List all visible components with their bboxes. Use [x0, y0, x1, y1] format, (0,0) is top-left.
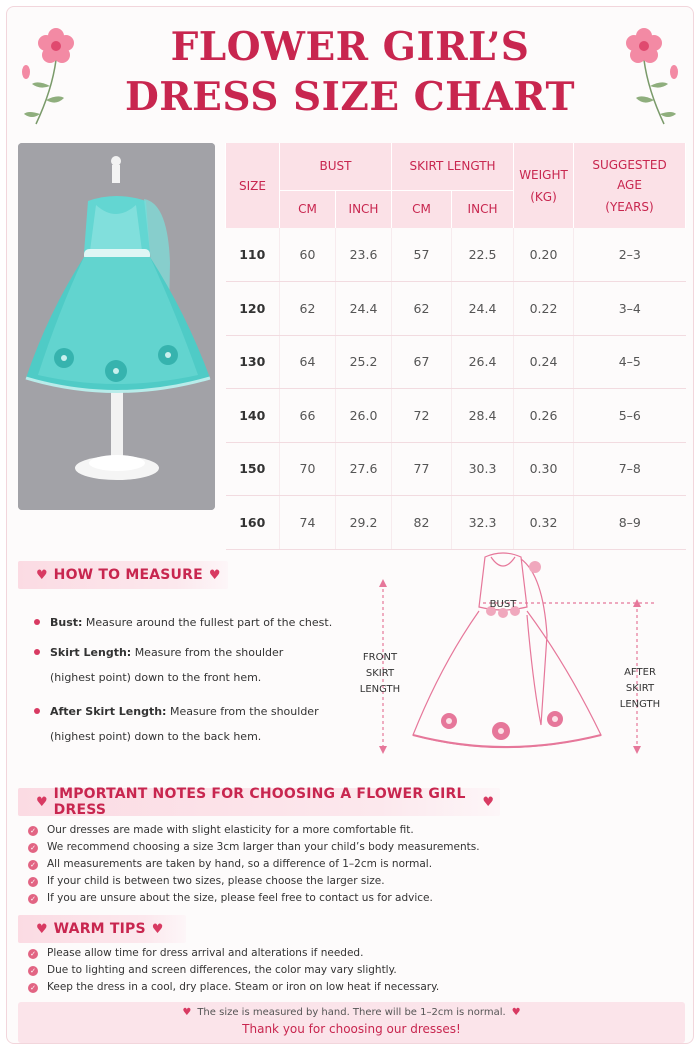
heart-icon: ♥ [208, 567, 221, 583]
cell-weight-kg: 0.26 [514, 389, 574, 443]
measure-bust: Bust: Measure around the fullest part of the chest. [34, 610, 332, 635]
cell-size: 140 [226, 389, 280, 443]
how-to-measure-heading: ♥ HOW TO MEASURE ♥ [18, 561, 228, 589]
check-icon: ✓ [28, 983, 38, 993]
cell-bust-cm: 62 [280, 282, 336, 336]
cell-bust-inch: 23.6 [336, 228, 392, 282]
table-row [226, 496, 686, 550]
heart-icon: ♥ [182, 1007, 192, 1018]
after-skirt-length-label: AFTER SKIRT LENGTH [619, 667, 661, 710]
header-bust-cm: CM [280, 190, 336, 228]
cell-skirt-cm: 82 [392, 496, 452, 550]
heart-icon: ♥ [36, 794, 48, 810]
list-item: ✓ All measurements are taken by hand, so a difference of 1–2cm is normal. [28, 856, 480, 873]
flower-decoration-icon [604, 20, 684, 130]
header-skirt-cm: CM [392, 190, 452, 228]
check-icon: ✓ [28, 826, 38, 836]
cell-weight-kg: 0.22 [514, 282, 574, 336]
header-skirt-length: SKIRT LENGTH [392, 143, 514, 190]
check-icon: ✓ [28, 894, 38, 904]
table-row [226, 335, 686, 389]
cell-bust-inch: 29.2 [336, 496, 392, 550]
list-item: ✓ Please allow time for dress arrival and alterations if needed. [28, 945, 439, 962]
cell-skirt-inch: 22.5 [452, 228, 514, 282]
list-item: ✓ Keep the dress in a cool, dry place. Steam or iron on low heat if necessary. [28, 979, 439, 996]
cell-bust-cm: 70 [280, 442, 336, 496]
front-skirt-length-label: FRONT SKIRT LENGTH [359, 652, 401, 695]
cell-weight-kg: 0.24 [514, 335, 574, 389]
cell-bust-cm: 60 [280, 228, 336, 282]
important-notes-list [28, 822, 480, 907]
cell-weight-kg: 0.20 [514, 228, 574, 282]
heart-icon: ♥ [482, 794, 494, 810]
cell-skirt-inch: 26.4 [452, 335, 514, 389]
cell-skirt-inch: 30.3 [452, 442, 514, 496]
warm-tips-heading: ♥ WARM TIPS ♥ [18, 915, 186, 943]
measurement-diagram [355, 545, 685, 760]
header-size: SIZE [226, 143, 280, 228]
cell-suggested-age: 5–6 [574, 389, 686, 443]
cell-weight-kg: 0.32 [514, 496, 574, 550]
cell-size: 110 [226, 228, 280, 282]
header-suggested-age: SUGGESTED AGE (YEARS) [574, 143, 686, 228]
heart-icon: ♥ [36, 567, 48, 583]
bullet-icon [34, 619, 40, 625]
cell-size: 130 [226, 335, 280, 389]
bullet-icon [34, 649, 40, 655]
cell-suggested-age: 2–3 [574, 228, 686, 282]
check-icon: ✓ [28, 949, 38, 959]
cell-skirt-cm: 57 [392, 228, 452, 282]
list-item: ✓ We recommend choosing a size 3cm larger than your child’s body measurements. [28, 839, 480, 856]
cell-skirt-cm: 72 [392, 389, 452, 443]
cell-suggested-age: 3–4 [574, 282, 686, 336]
table-row [226, 442, 686, 496]
header-bust-inch: INCH [336, 190, 392, 228]
check-icon: ✓ [28, 860, 38, 870]
cell-bust-inch: 27.6 [336, 442, 392, 496]
cell-suggested-age: 7–8 [574, 442, 686, 496]
flower-decoration-icon [16, 20, 96, 130]
list-item: ✓ Our dresses are made with slight elasticity for a more comfortable fit. [28, 822, 480, 839]
cell-size: 150 [226, 442, 280, 496]
check-icon: ✓ [28, 843, 38, 853]
cell-bust-cm: 66 [280, 389, 336, 443]
header-weight: WEIGHT (KG) [514, 143, 574, 228]
table-row [226, 282, 686, 336]
dress-photo [18, 143, 215, 510]
check-icon: ✓ [28, 966, 38, 976]
header-bust: BUST [280, 143, 392, 190]
bullet-icon [34, 708, 40, 714]
measure-skirt-length: Skirt Length: Measure from the shoulder (highest point) down to the front hem. [34, 640, 283, 690]
important-notes-heading: ♥ IMPORTANT NOTES FOR CHOOSING A FLOWER GIRL DRESS ♥ [18, 788, 500, 816]
cell-bust-inch: 24.4 [336, 282, 392, 336]
header-skirt-inch: INCH [452, 190, 514, 228]
heart-icon: ♥ [151, 921, 164, 937]
list-item: ✓ Due to lighting and screen differences, the color may vary slightly. [28, 962, 439, 979]
list-item: ✓ If your child is between two sizes, please choose the larger size. [28, 873, 480, 890]
table-row [226, 389, 686, 443]
page-title-line2: DRESS SIZE CHART [124, 74, 576, 120]
cell-size: 160 [226, 496, 280, 550]
bust-label: BUST [489, 599, 517, 610]
check-icon: ✓ [28, 877, 38, 887]
cell-bust-inch: 26.0 [336, 389, 392, 443]
cell-suggested-age: 4–5 [574, 335, 686, 389]
heart-icon: ♥ [36, 921, 48, 937]
table-row [226, 228, 686, 282]
footer-thanks: Thank you for choosing our dresses! [242, 1022, 461, 1036]
cell-skirt-inch: 24.4 [452, 282, 514, 336]
size-chart-body [226, 228, 686, 549]
cell-skirt-inch: 32.3 [452, 496, 514, 550]
measure-after-skirt-length: After Skirt Length: Measure from the shoulder (highest point) down to the back hem. [34, 699, 319, 749]
cell-weight-kg: 0.30 [514, 442, 574, 496]
cell-bust-cm: 74 [280, 496, 336, 550]
cell-skirt-cm: 67 [392, 335, 452, 389]
warm-tips-list [28, 945, 439, 996]
size-chart-table [225, 143, 686, 550]
footer-banner [18, 1002, 685, 1043]
heart-icon: ♥ [511, 1007, 521, 1018]
cell-size: 120 [226, 282, 280, 336]
cell-skirt-cm: 77 [392, 442, 452, 496]
list-item: ✓ If you are unsure about the size, please feel free to contact us for advice. [28, 890, 480, 907]
cell-skirt-inch: 28.4 [452, 389, 514, 443]
cell-suggested-age: 8–9 [574, 496, 686, 550]
cell-bust-cm: 64 [280, 335, 336, 389]
footer-note: The size is measured by hand. There will be 1–2cm is normal. [197, 1007, 506, 1018]
cell-skirt-cm: 62 [392, 282, 452, 336]
page-title-line1: FLOWER GIRL’S [170, 24, 530, 70]
cell-bust-inch: 25.2 [336, 335, 392, 389]
